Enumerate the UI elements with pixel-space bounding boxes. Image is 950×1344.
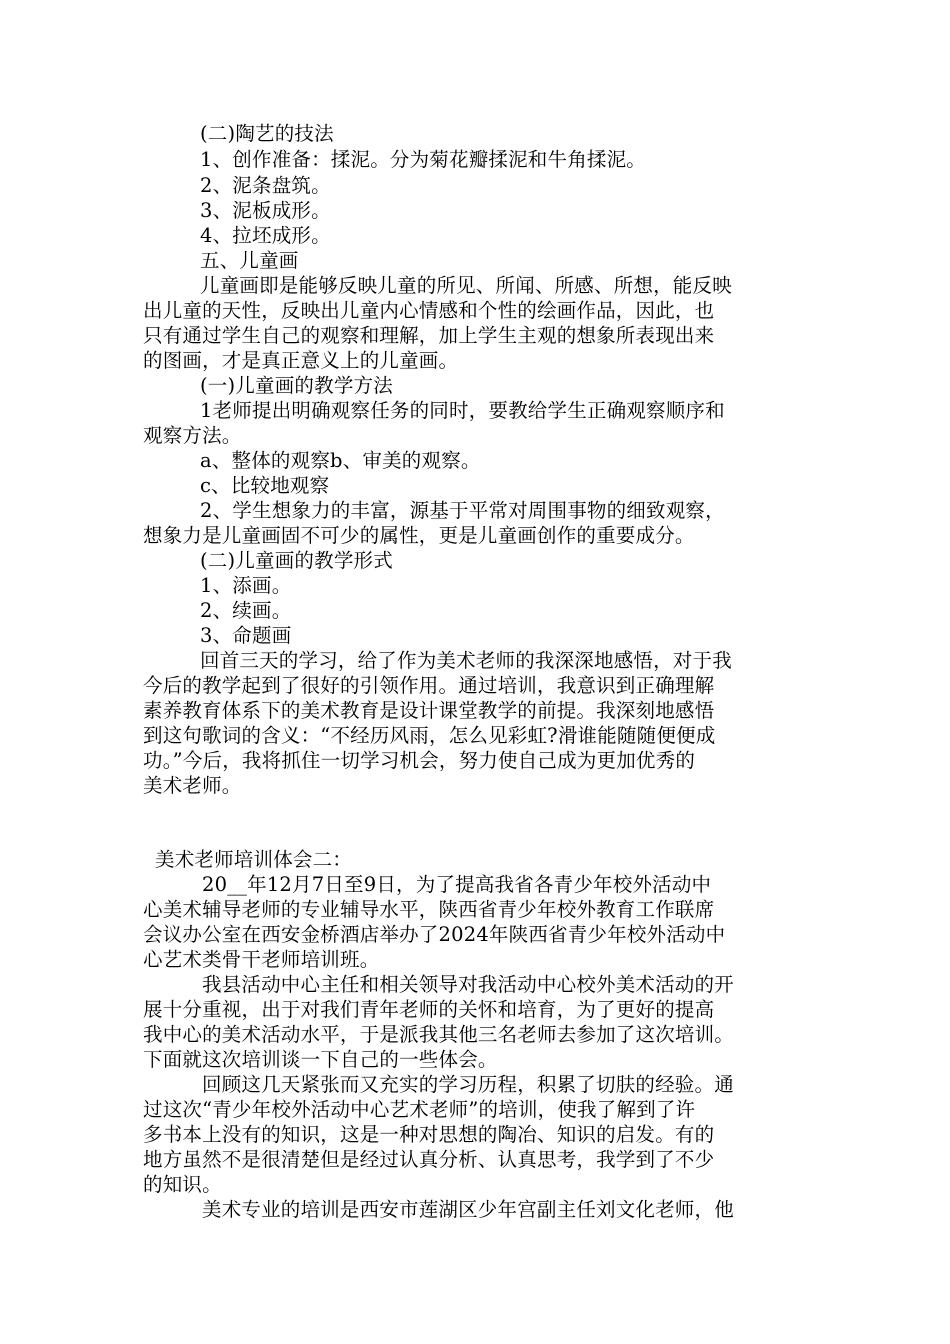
paragraph-line: 观察方法。	[143, 424, 242, 447]
subheading-teaching-forms: (二)儿童画的教学形式	[200, 549, 393, 572]
paragraph-line: 下面就这次培训谈一下自己的一些体会。	[143, 1048, 498, 1071]
section-heading: 美术老师培训体会二：	[155, 848, 353, 871]
paragraph-line: 儿童画即是能够反映儿童的所见、所闻、所感、所想，能反映	[200, 274, 732, 297]
paragraph-line: 多书本上没有的知识，这是一种对思想的陶冶、知识的启发。有的	[143, 1123, 715, 1146]
paragraph-line: 过这次“青少年校外活动中心艺术老师”的培训，使我了解到了许	[143, 1098, 696, 1121]
paragraph-line: 出儿童的天性，反映出儿童内心情感和个性的绘画作品，因此，也	[143, 299, 715, 322]
list-item: 4、拉坯成形。	[200, 224, 331, 247]
paragraph-line: 想象力是儿童画固不可少的属性，更是儿童画创作的重要成分。	[143, 524, 695, 547]
list-item: 1、添画。	[200, 574, 292, 597]
paragraph-line: 只有通过学生自己的观察和理解，加上学生主观的想象所表现出来	[143, 324, 715, 347]
paragraph-line: 我中心的美术活动水平，于是派我其他三名老师去参加了这次培训。	[143, 1023, 735, 1046]
list-item: 2、续画。	[200, 599, 292, 622]
paragraph-line: 的图画，才是真正意义上的儿童画。	[143, 349, 459, 372]
list-item: 2、泥条盘筑。	[200, 174, 331, 197]
list-item: 1、创作准备：揉泥。分为菊花瓣揉泥和牛角揉泥。	[200, 148, 647, 171]
paragraph-line: 美术老师。	[143, 774, 242, 797]
paragraph-line: 心艺术类骨干老师培训班。	[143, 948, 380, 971]
paragraph-line: 会议办公室在西安金桥酒店举办了2024年陕西省青少年校外活动中	[143, 923, 726, 946]
paragraph-line: 到这句歌词的含义：“不经历风雨，怎么见彩虹?滑谁能随随便便成	[143, 724, 716, 747]
list-item: a、整体的观察b、审美的观察。	[200, 449, 481, 472]
subheading-teaching-methods: (一)儿童画的教学方法	[200, 374, 393, 397]
paragraph-line: 我县活动中心主任和相关领导对我活动中心校外美术活动的开	[202, 973, 734, 996]
paragraph-line: 2、学生想象力的丰富，源基于平常对周围事物的细致观察，	[200, 499, 725, 522]
paragraph-line: 今后的教学起到了很好的引领作用。通过培训，我意识到正确理解	[143, 674, 715, 697]
paragraph-line: 美术专业的培训是西安市莲湖区少年宫副主任刘文化老师，他	[202, 1198, 734, 1221]
subheading-pottery-techniques: (二)陶艺的技法	[200, 122, 334, 145]
paragraph-line: 回首三天的学习，给了作为美术老师的我深深地感悟，对于我	[200, 649, 732, 672]
heading-childrens-drawing: 五、儿童画	[200, 249, 299, 272]
paragraph-line: 功。”今后，我将抓住一切学习机会，努力使自己成为更加优秀的	[143, 749, 696, 772]
list-item: 3、泥板成形。	[200, 199, 331, 222]
paragraph-line: 心美术辅导老师的专业辅导水平，陕西省青少年校外教育工作联席	[143, 898, 715, 921]
paragraph-line: 的知识。	[143, 1173, 222, 1196]
paragraph-line: 20__年12月7日至9日，为了提高我省各青少年校外活动中	[202, 873, 712, 896]
paragraph-line: 展十分重视，出于对我们青年老师的关怀和培育，为了更好的提高	[143, 998, 715, 1021]
list-item: c、比较地观察	[200, 474, 330, 497]
paragraph-line: 地方虽然不是很清楚但是经过认真分析、认真思考，我学到了不少	[143, 1148, 715, 1171]
list-item: 3、命题画	[200, 624, 292, 647]
paragraph-line: 1老师提出明确观察任务的同时，要教给学生正确观察顺序和	[200, 399, 725, 422]
paragraph-line: 素养教育体系下的美术教育是设计课堂教学的前提。我深刻地感悟	[143, 699, 715, 722]
paragraph-line: 回顾这几天紧张而又充实的学习历程，积累了切肤的经验。通	[202, 1073, 734, 1096]
